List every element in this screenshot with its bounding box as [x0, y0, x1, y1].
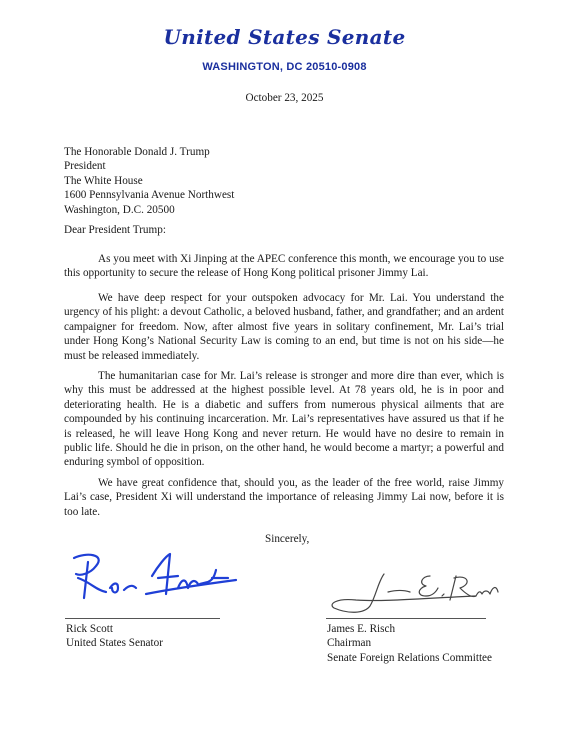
- signature-james-risch: [326, 568, 506, 618]
- closing: Sincerely,: [265, 533, 310, 545]
- paragraph-text: We have deep respect for your outspoken advocacy for Mr. Lai. You understand the urgency of his plight: a devout Catholic, a beloved husband, father, and grandfather; and an ardent campaigner for freedom. Now, after almost five years in solitary confinement, Mr. Lai’s trial under Hong Kong’s National Security Law is coming to an end, but time is not on his side—he must be released immediately.: [64, 292, 504, 362]
- signer-left: [66, 622, 163, 651]
- signature-line-right: [326, 618, 486, 619]
- recipient-name: The Honorable Donald J. Trump: [64, 146, 210, 158]
- recipient-street: 1600 Pennsylvania Avenue Northwest: [64, 189, 235, 202]
- body-paragraph-3: [64, 369, 504, 470]
- body-paragraph-4: [64, 476, 504, 519]
- letter-date: October 23, 2025: [245, 92, 324, 104]
- paragraph-text: The humanitarian case for Mr. Lai’s release is stronger and more dire than ever, which is why this must be addressed at the highest possible level. At 78 years old, he is in poor and deteriorating health. He is a diabetic and suffers from numerous physical ailments that are compounded by his continuing incarceration. Mr. Lai’s representatives have assured us that if he is released, he will leave Hong Kong and never return. He would have no desire to remain in public life. Should he die in prison, on the other hand, he would become a martyr; a powerful and enduring symbol of opposition.: [64, 370, 504, 469]
- signature-line-left: [65, 618, 220, 619]
- letterhead-title: United States Senate: [163, 25, 406, 49]
- signer-right-committee: Senate Foreign Relations Committee: [327, 651, 492, 664]
- signer-right-name: James E. Risch: [327, 623, 396, 635]
- paragraph-text: As you meet with Xi Jinping at the APEC conference this month, we encourage you to use this opportunity to secure the release of Hong Kong political prisoner Jimmy Lai.: [64, 253, 504, 280]
- signer-left-title: United States Senator: [66, 637, 163, 650]
- paragraph-text: We have great confidence that, should you, as the leader of the free world, raise Jimmy Lai’s case, President Xi will understand the importance of releasing Jimmy Lai now, before it is too late.: [64, 477, 504, 518]
- signer-left-name: Rick Scott: [66, 623, 113, 635]
- signer-right-title: Chairman: [327, 637, 372, 650]
- recipient-title: President: [64, 160, 106, 173]
- signer-right: [327, 622, 492, 665]
- body-paragraph-1: [64, 252, 504, 281]
- body-paragraph-2: [64, 291, 504, 363]
- recipient-office: The White House: [64, 174, 143, 187]
- recipient-address: [64, 145, 234, 217]
- recipient-city: Washington, D.C. 20500: [64, 203, 175, 216]
- signature-rick-scott: [66, 548, 246, 608]
- letterhead-address: WASHINGTON, DC 20510-0908: [202, 61, 367, 73]
- salutation: Dear President Trump:: [64, 224, 166, 236]
